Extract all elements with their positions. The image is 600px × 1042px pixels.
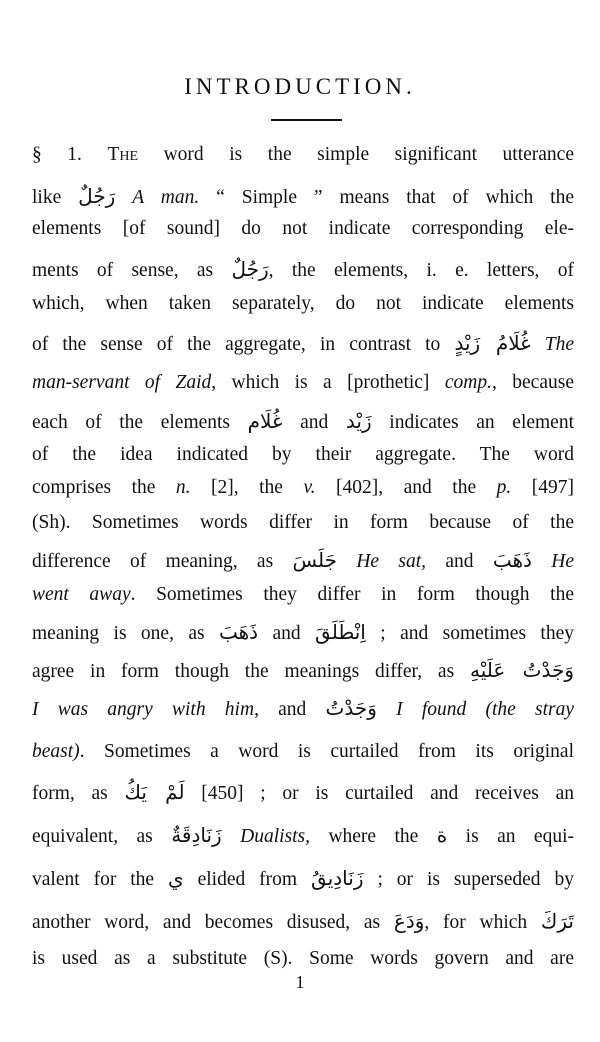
italic-text: beast) (32, 741, 80, 762)
text-segment: [497] (511, 477, 575, 498)
text-segment: equivalent, as (32, 826, 172, 847)
arabic-word: ة (436, 823, 448, 847)
text-line (32, 181, 574, 211)
italic-text: A man. (115, 187, 200, 208)
text-line (32, 580, 574, 610)
text-line (32, 368, 574, 398)
text-segment: another word, and becomes disused, as (32, 912, 394, 933)
italic-text: He sat, (336, 551, 427, 572)
arabic-word: اِنْطَلَقَ (315, 620, 366, 644)
arabic-word: ذَهَبَ (219, 620, 259, 644)
text-segment: and (258, 623, 316, 644)
text-line (32, 693, 574, 723)
text-segment: , because (491, 372, 574, 393)
text-segment: like (32, 187, 79, 208)
text-segment: and (282, 412, 346, 433)
text-segment: , and (254, 699, 326, 720)
text-line (32, 655, 574, 685)
arabic-word: ي (168, 866, 184, 890)
arabic-word: جَلَسَ (292, 548, 337, 572)
text-segment: form, as (32, 783, 125, 804)
text-segment: word is the simple significant utterance (138, 144, 574, 165)
arabic-word: رَجُلٌ (231, 257, 269, 281)
text-segment: is an equi- (447, 826, 574, 847)
text-segment: where the (310, 826, 437, 847)
text-segment: of the sense of the aggregate, in contrast to (32, 334, 455, 355)
text-segment: agree in form though the meanings differ, as (32, 661, 471, 682)
text-line (32, 406, 574, 436)
italic-text: He (531, 551, 574, 572)
arabic-word: رَجُلٌ (78, 184, 116, 208)
text-line (32, 289, 574, 319)
text-segment: and (426, 551, 493, 572)
title-rule (271, 119, 342, 121)
text-line (32, 906, 574, 936)
text-segment: ; and sometimes they (365, 623, 574, 644)
text-line (32, 777, 574, 807)
text-segment: which, when taken separately, do not indicate elements (32, 293, 574, 314)
text-segment: difference of meaning, as (32, 551, 293, 572)
text-line (32, 545, 574, 575)
text-segment: valent for the (32, 869, 169, 890)
text-line (32, 214, 574, 244)
text-segment: ; or is superseded by (363, 869, 574, 890)
arabic-word: ذَهَبَ (492, 548, 532, 572)
text-line (32, 944, 574, 974)
text-segment: comprises the (32, 477, 176, 498)
arabic-word: زَيْد (345, 409, 372, 433)
text-segment: “ Simple ” means that of which the (199, 187, 574, 208)
arabic-word: وَجَدْتُ عَلَيْهِ (470, 658, 574, 682)
page-number: 1 (295, 972, 305, 992)
italic-text: I was angry with him (32, 699, 255, 720)
text-segment: [450] ; or is curtailed and receives an (184, 783, 574, 804)
italic-text: v. (303, 477, 316, 498)
text-line (32, 328, 574, 358)
text-segment: , which is a [prothetic] (211, 372, 445, 393)
text-line (32, 440, 574, 470)
text-segment: elided from (183, 869, 312, 890)
text-segment: of the idea indicated by their aggregate. The word (32, 444, 574, 465)
arabic-word: زَنَادِيقُ (311, 866, 364, 890)
arabic-word: غُلَامُ زَيْدٍ (454, 331, 531, 355)
text-segment: meaning is one, as (32, 623, 219, 644)
text-segment: indicates an element (371, 412, 575, 433)
italic-text: went away (32, 584, 131, 605)
text-segment: elements [of sound] do not indicate corresponding ele- (32, 218, 574, 239)
text-line (32, 863, 574, 893)
arabic-word: غُلَام (247, 409, 283, 433)
italic-text: man-servant of Zaid (32, 372, 212, 393)
text-segment: , for which (424, 912, 541, 933)
italic-text: Dualists, (221, 826, 311, 847)
italic-text: comp. (444, 372, 492, 393)
arabic-word: زَنَادِقَةٌ (171, 823, 222, 847)
text-segment: is used as a substitute (S). Some words govern and are (32, 948, 574, 969)
text-line (32, 140, 574, 170)
text-segment: , the elements, i. e. letters, of (268, 260, 574, 281)
text-line (32, 508, 574, 538)
arabic-word: وَدَعَ (393, 909, 425, 933)
italic-text: I found (the stray (376, 699, 574, 720)
italic-text: n. (175, 477, 191, 498)
arabic-word: وَجَدْتُ (325, 696, 377, 720)
text-segment: . Sometimes they differ in form though the (130, 584, 574, 605)
text-segment: . Sometimes a word is curtailed from its original (79, 741, 574, 762)
text-line (32, 254, 574, 284)
small-caps-text: The (107, 144, 139, 165)
text-segment: [402], and the (315, 477, 497, 498)
text-segment: § 1. (32, 144, 108, 165)
text-line (32, 820, 574, 850)
text-segment: [2], the (190, 477, 304, 498)
italic-text: The (530, 334, 575, 355)
text-segment: ments of sense, as (32, 260, 232, 281)
italic-text: p. (496, 477, 512, 498)
page-title: INTRODUCTION. (184, 74, 416, 99)
text-line (32, 473, 574, 503)
text-line (32, 737, 574, 767)
text-segment: each of the elements (32, 412, 248, 433)
arabic-word: لَمْ يَكُ (124, 780, 185, 804)
arabic-word: تَرَكَ (540, 909, 574, 933)
text-line (32, 617, 574, 647)
text-segment: (Sh). Sometimes words differ in form because of the (32, 512, 574, 533)
